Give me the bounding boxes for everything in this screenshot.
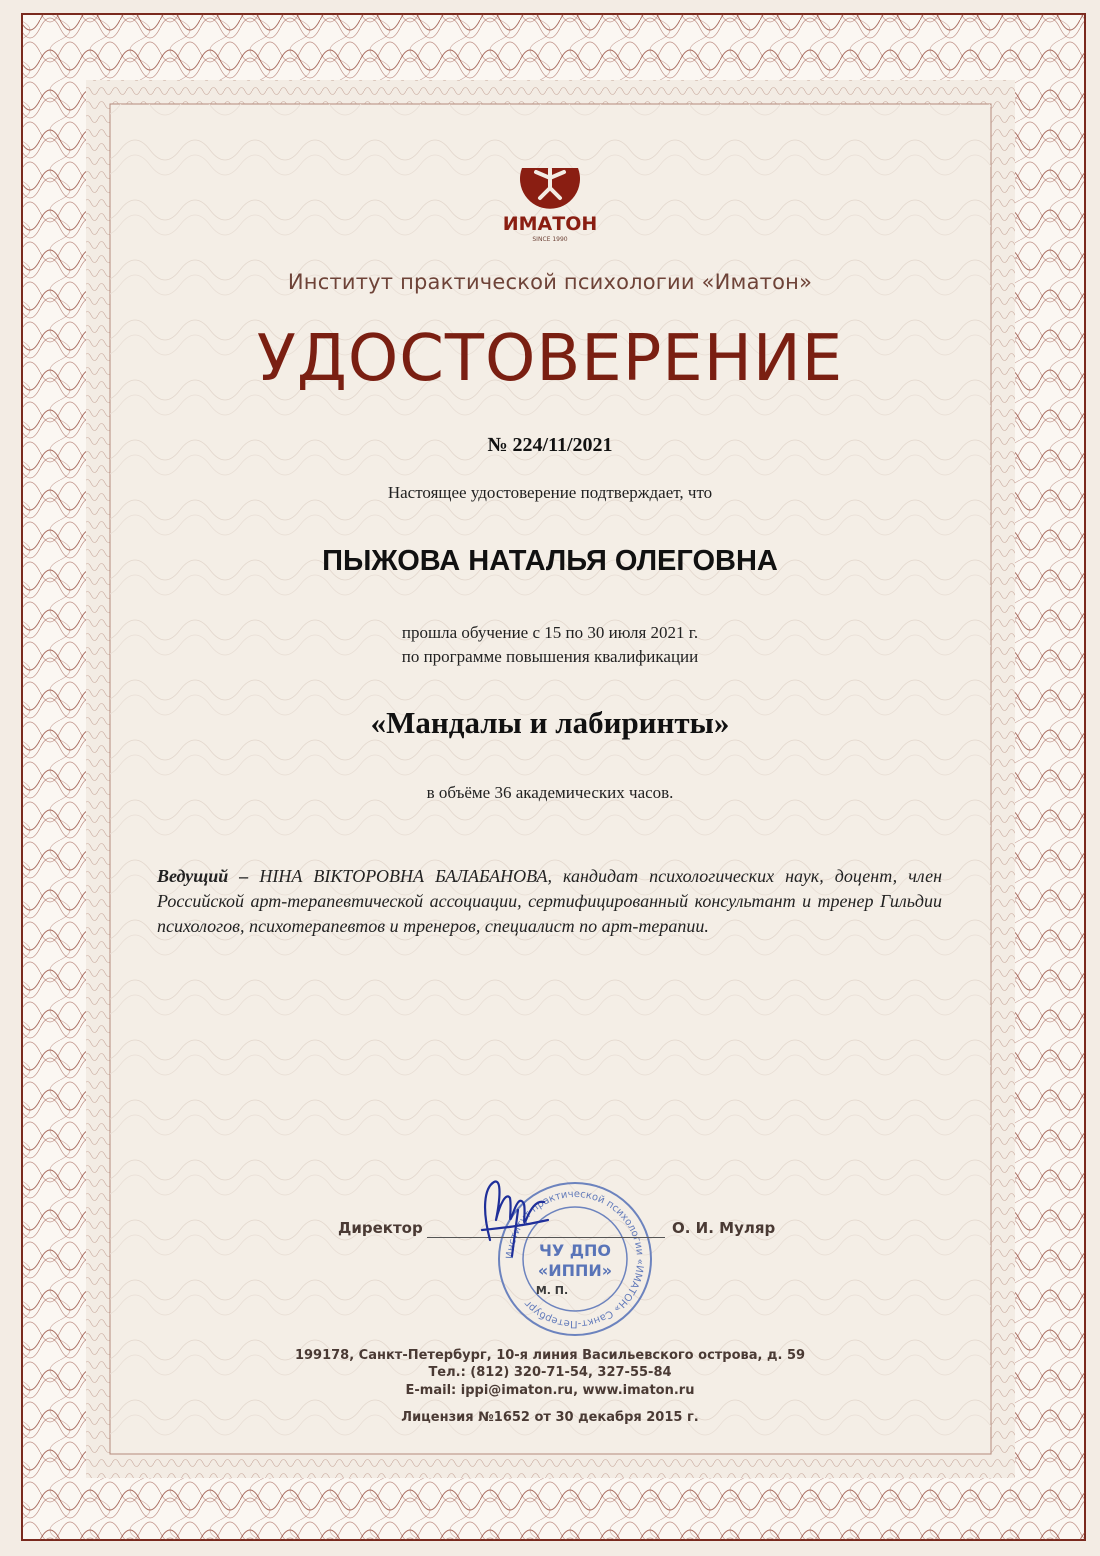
stamp-line2: «ИППИ» bbox=[537, 1261, 613, 1280]
logo-since: SINCE 1990 bbox=[532, 236, 568, 243]
director-name: О. И. Муляр bbox=[672, 1219, 776, 1237]
lecturer-text: НІНА ВІКТОРОВНА БАЛАБАНОВА, кандидат психологических наук, доцент, член Российской арт-терапевтической ассоциации, сертифицированный консультант и тренер Гильдии психологов, психотерапевтов и тренеров, специалист по арт-терапии. bbox=[157, 866, 943, 936]
program-title: «Мандалы и лабиринты» bbox=[370, 705, 730, 740]
hours-text: в объёме 36 академических часов. bbox=[426, 783, 674, 802]
footer-license: Лицензия №1652 от 30 декабря 2015 г. bbox=[401, 1410, 699, 1425]
course-dates: прошла обучение с 15 по 30 июля 2021 г. bbox=[401, 623, 699, 642]
lecturer-label: Ведущий – bbox=[157, 866, 249, 886]
footer-address: 199178, Санкт-Петербург, 10-я линия Васильевского острова, д. 59 bbox=[294, 1348, 806, 1363]
stamp-mp: М. П. bbox=[535, 1284, 569, 1297]
stamp-line1: ЧУ ДПО bbox=[538, 1241, 612, 1260]
footer-phone: Тел.: (812) 320-71-54, 327-55-84 bbox=[428, 1365, 672, 1380]
footer-email: E-mail: ippi@imaton.ru, www.imaton.ru bbox=[405, 1383, 695, 1398]
course-type: по программе повышения квалификации bbox=[401, 647, 699, 666]
imaton-logo bbox=[500, 158, 600, 244]
person-name: ПЫЖОВА НАТАЛЬЯ ОЛЕГОВНА bbox=[322, 545, 778, 577]
confirm-text: Настоящее удостоверение подтверждает, что bbox=[387, 483, 713, 502]
document-title: УДОСТОВЕРЕНИЕ bbox=[256, 322, 844, 396]
document-number: № 224/11/2021 bbox=[487, 434, 613, 456]
director-signature bbox=[452, 1170, 562, 1260]
logo-brand: ИМАТОН bbox=[502, 213, 598, 235]
institute-name: Институт практической психологии «Иматон» bbox=[287, 270, 813, 294]
stamp-ring-text: Институт практической психологии «ИМАТОН» Санкт-Петербург bbox=[504, 1188, 646, 1330]
lecturer-paragraph bbox=[157, 864, 942, 939]
director-label: Директор bbox=[338, 1219, 423, 1237]
